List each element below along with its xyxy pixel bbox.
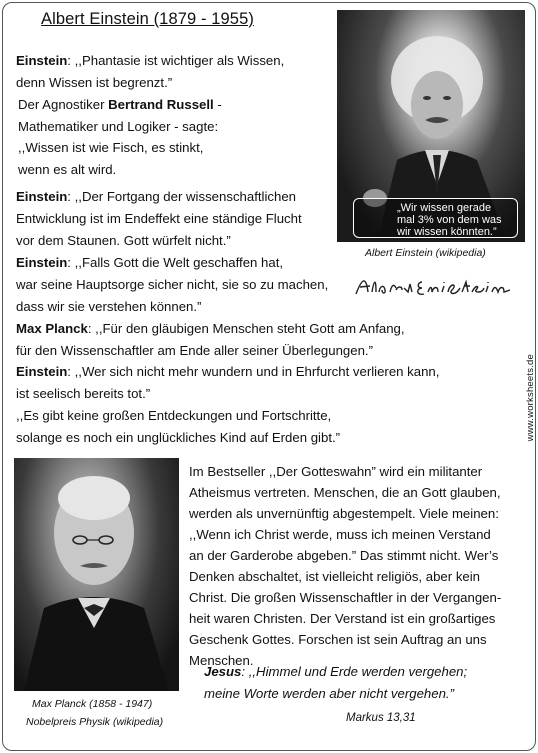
paragraph-line: Geschenk Gottes. Forschen ist sein Auftrag an uns: [189, 632, 487, 647]
quote-line: Mathematiker und Logiker - sagte:: [18, 119, 219, 134]
paragraph-line: Christ. Die großen Wissenschaftler in der Vergangen-: [189, 590, 502, 605]
quote-line: [16, 322, 405, 335]
bubble-line: mal 3% von dem was: [397, 214, 502, 226]
quote-line: war seine Hauptsorge sicher nicht, sie so zu machen,: [16, 277, 329, 292]
speaker-name: Jesus: [204, 664, 242, 679]
quote-text: : ,,Für den gläubigen Menschen steht Gott am Anfang,: [87, 321, 405, 336]
quote-line: denn Wissen ist begrenzt.”: [16, 75, 173, 90]
quote-line: [16, 190, 296, 203]
quote-line: [18, 98, 222, 111]
paragraph-line: ,,Wenn ich Christ werde, muss ich meinen Verstand: [189, 527, 491, 542]
bible-reference: Markus 13,31: [346, 712, 416, 724]
quote-line: [16, 365, 439, 378]
quote-line: ,,Es gibt keine großen Entdeckungen und Fortschritte,: [16, 408, 332, 423]
quote-line: Entwicklung ist im Endeffekt eine ständige Flucht: [16, 211, 302, 226]
quote-line: [16, 256, 283, 269]
quote-text: : ,,Falls Gott die Welt geschaffen hat,: [67, 255, 284, 270]
planck-portrait-illustration: [14, 458, 179, 691]
quote-line: für den Wissenschaftler am Ende aller seiner Überlegungen.”: [16, 343, 373, 358]
quote-line: ist seelisch bereits tot.”: [16, 386, 151, 401]
speaker-name: Einstein: [16, 53, 68, 68]
quote-text: : ,,Phantasie ist wichtiger als Wissen,: [67, 53, 285, 68]
quote-text: : ,,Himmel und Erde werden vergehen;: [241, 664, 468, 679]
bubble-line: wir wissen könnten.”: [397, 226, 497, 238]
jesus-quote-line: meine Worte werden aber nicht vergehen.”: [204, 686, 454, 701]
einstein-caption: Albert Einstein (wikipedia): [365, 247, 486, 259]
planck-photo: [14, 458, 179, 691]
speaker-name: Einstein: [16, 189, 68, 204]
quote-text: : ,,Wer sich nicht mehr wundern und in Ehrfurcht verlieren kann,: [67, 364, 440, 379]
quote-line: [16, 54, 284, 67]
speaker-name: Einstein: [16, 255, 68, 270]
speaker-name: Bertrand Russell: [108, 97, 214, 112]
quote-line: dass wir sie verstehen können.”: [16, 299, 202, 314]
speaker-name: Max Planck: [16, 321, 88, 336]
planck-caption-name: Max Planck (1858 - 1947): [32, 698, 153, 710]
speaker-name: Einstein: [16, 364, 68, 379]
quote-line: solange es noch ein unglückliches Kind auf Erden gibt.”: [16, 430, 341, 445]
paragraph-line: an der Garderobe abgeben.” Das stimmt nicht. Wer’s: [189, 548, 499, 563]
quote-line: ,,Wissen ist wie Fisch, es stinkt,: [18, 140, 204, 155]
quote-text: : ,,Der Fortgang der wissenschaftlichen: [67, 189, 296, 204]
paragraph-line: Denken abschaltet, ist vielleicht religiös, aber kein: [189, 569, 481, 584]
paragraph-line: heit waren Christen. Der Verstand ist ein großartiges: [189, 611, 496, 626]
quote-line: wenn es alt wird.: [18, 162, 117, 177]
page-title: Albert Einstein (1879 - 1955): [41, 10, 254, 28]
paragraph-line: werden als unvernünftig abgestempelt. Viele meinen:: [189, 506, 499, 521]
paragraph-line: Im Bestseller ,,Der Gotteswahn” wird ein militanter: [189, 464, 483, 479]
jesus-quote-line: [204, 664, 467, 679]
bubble-line: „Wir wissen gerade: [397, 202, 492, 214]
quote-text: -: [213, 97, 222, 112]
quote-text: Der Agnostiker: [18, 97, 109, 112]
quote-line: vor dem Staunen. Gott würfelt nicht.”: [16, 233, 231, 248]
einstein-quote-bubble: [353, 198, 518, 238]
paragraph-line: Menschen.: [189, 653, 254, 668]
planck-caption-prize: Nobelpreis Physik (wikipedia): [26, 716, 164, 728]
paragraph-line: Atheismus vertreten. Menschen, die an Gott glauben,: [189, 485, 501, 500]
einstein-signature: [352, 274, 518, 300]
website-credit: www.worksheets.de: [525, 354, 536, 442]
